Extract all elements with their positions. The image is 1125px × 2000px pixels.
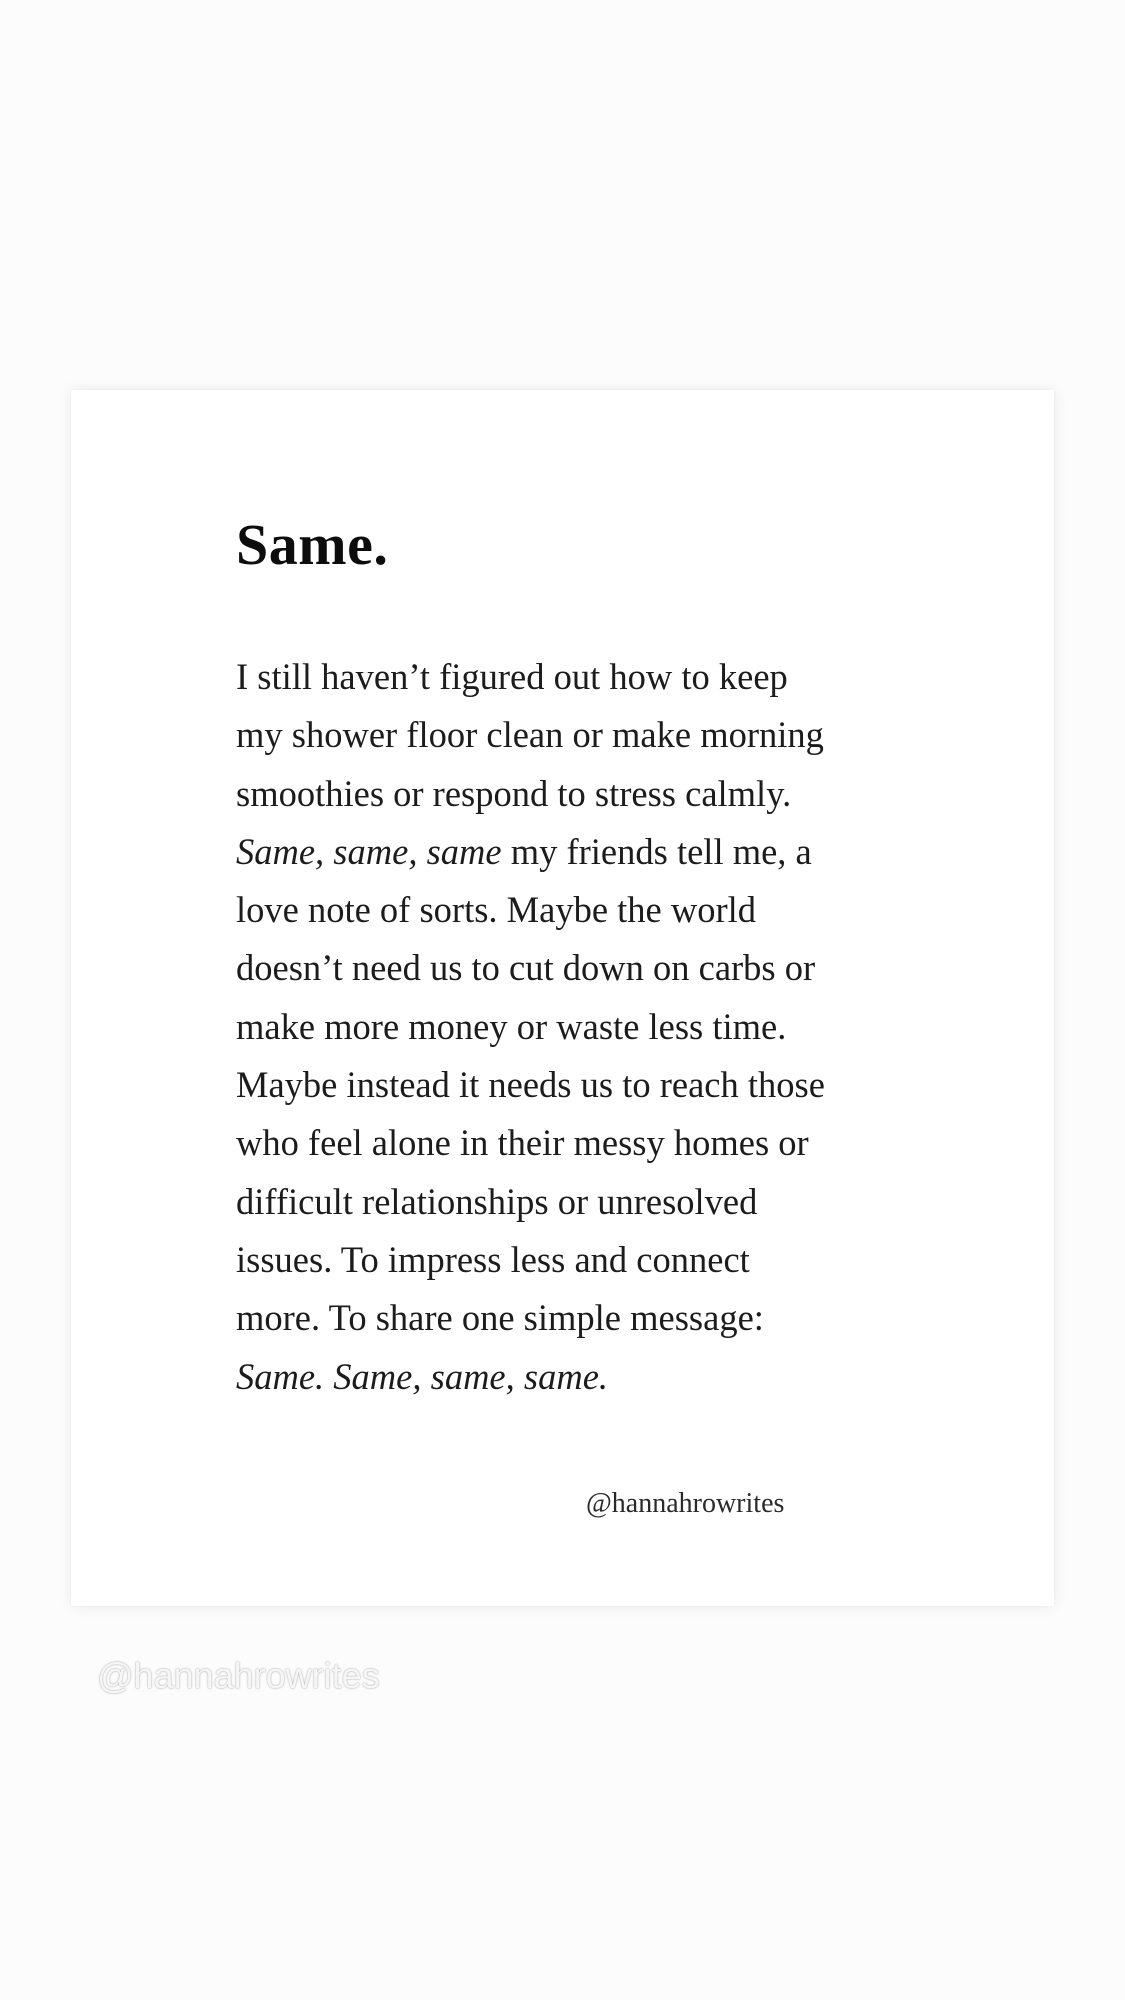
poem-line-text: my friends tell me, a xyxy=(501,830,812,872)
poem-line xyxy=(236,998,876,1056)
poem-line xyxy=(236,1173,876,1231)
poem-line-text: more. To share one simple message: xyxy=(236,1297,764,1339)
poem-line-text: who feel alone in their messy homes or xyxy=(236,1122,809,1164)
poem-line xyxy=(236,1231,876,1289)
poem-line xyxy=(236,706,876,764)
username-watermark: @hannahrowrites xyxy=(97,1655,380,1696)
poem-line xyxy=(236,1348,876,1406)
poem-line-italic-text: Same. Same, same, same. xyxy=(236,1355,609,1397)
poem-title: Same. xyxy=(236,512,389,577)
poem-line xyxy=(236,939,876,997)
poem-line-text: Maybe instead it needs us to reach those xyxy=(236,1064,825,1106)
poem-line xyxy=(236,1114,876,1172)
poem-line xyxy=(236,1056,876,1114)
poem-body xyxy=(236,648,876,1406)
poem-line xyxy=(236,765,876,823)
poem-line xyxy=(236,823,876,881)
author-signature: @hannahrowrites xyxy=(586,1488,785,1519)
poem-line-italic-text: Same, same, same xyxy=(236,830,502,872)
poem-line xyxy=(236,1289,876,1347)
poem-line-text: difficult relationships or unresolved xyxy=(236,1180,758,1222)
poem-line-text: make more money or waste less time. xyxy=(236,1005,787,1047)
poem-line-text: love note of sorts. Maybe the world xyxy=(236,889,757,931)
poem-line-text: doesn’t need us to cut down on carbs or xyxy=(236,947,816,989)
poem-line xyxy=(236,881,876,939)
poem-line-text: issues. To impress less and connect xyxy=(236,1238,750,1280)
poem-line-text: smoothies or respond to stress calmly. xyxy=(236,772,792,814)
poem-line-text: my shower floor clean or make morning xyxy=(236,714,824,756)
poem-line-text: I still haven’t figured out how to keep xyxy=(236,656,788,697)
poem-line xyxy=(236,648,876,706)
